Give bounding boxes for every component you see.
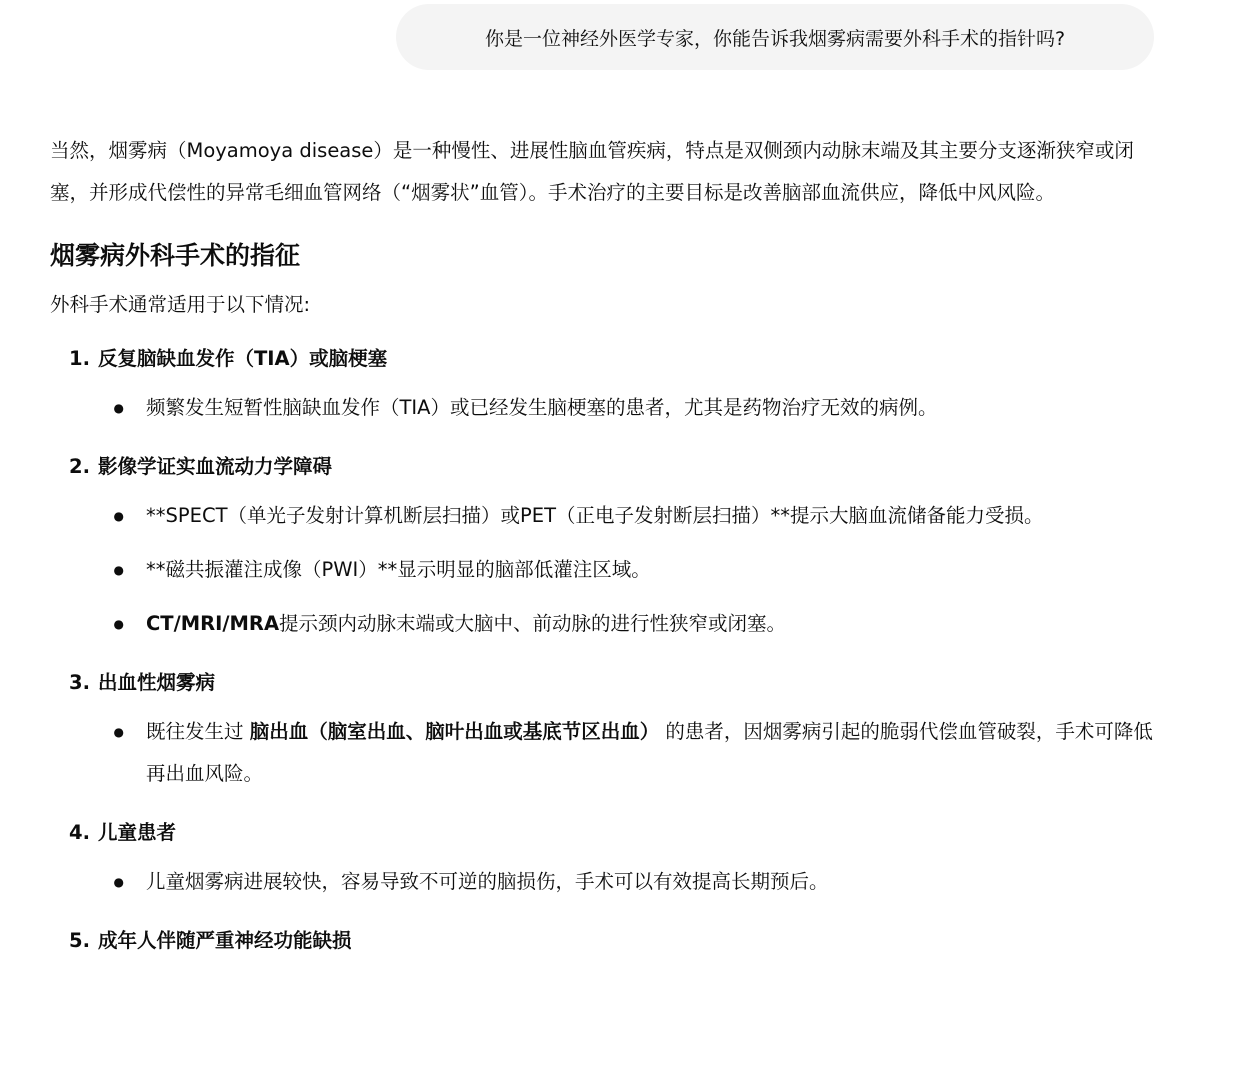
section-lead: 外科手术通常适用于以下情况: xyxy=(50,293,311,316)
sub-list-item xyxy=(50,711,1160,795)
bullet-icon: ● xyxy=(113,401,124,415)
sub-list-item xyxy=(50,387,1160,429)
list-item-heading xyxy=(50,667,1160,699)
sub-text-tail: 的患者，因烟雾病引起的脆弱代偿血管破裂，手术可降低再出血风险。 xyxy=(146,720,1153,785)
list-item xyxy=(50,343,1160,429)
user-message-bubble xyxy=(396,4,1154,70)
sub-text: 儿童烟雾病进展较快，容易导致不可逆的脑损伤，手术可以有效提高长期预后。 xyxy=(146,870,829,893)
sub-list-item xyxy=(50,861,1160,903)
list-item-number: 4. xyxy=(69,821,90,844)
bullet-icon: ● xyxy=(113,563,124,577)
sub-list-item xyxy=(50,549,1160,591)
sub-list-item-text xyxy=(146,861,1156,903)
list-item xyxy=(50,667,1160,795)
sub-list-item-text xyxy=(146,549,1156,591)
list-item-number: 3. xyxy=(69,671,90,694)
sub-text: 提示颈内动脉末端或大脑中、前动脉的进行性狭窄或闭塞。 xyxy=(279,612,787,635)
bullet-icon: ● xyxy=(113,725,124,739)
sub-text: 既往发生过 xyxy=(146,720,250,743)
list-item-heading xyxy=(50,343,1160,375)
list-item-title: 影像学证实血流动力学障碍 xyxy=(98,455,333,478)
sub-text: 频繁发生短暂性脑缺血发作（TIA）或已经发生脑梗塞的患者，尤其是药物治疗无效的病例。 xyxy=(146,396,938,419)
list-item-number: 2. xyxy=(69,455,90,478)
section-title: 烟雾病外科手术的指征 xyxy=(50,241,301,270)
sub-list-item xyxy=(50,495,1160,537)
bullet-icon: ● xyxy=(113,875,124,889)
list-item-title: 儿童患者 xyxy=(98,821,177,844)
list-item-number: 1. xyxy=(69,347,90,370)
indication-list xyxy=(50,343,1160,957)
list-item xyxy=(50,925,1160,957)
sub-list-item-text xyxy=(146,603,1156,645)
sub-list xyxy=(50,495,1160,645)
list-item xyxy=(50,451,1160,645)
list-item-title: 出血性烟雾病 xyxy=(98,671,216,694)
bullet-icon: ● xyxy=(113,509,124,523)
list-item-heading xyxy=(50,925,1160,957)
list-item-title: 反复脑缺血发作（TIA）或脑梗塞 xyxy=(98,347,388,370)
sub-list xyxy=(50,387,1160,429)
sub-list xyxy=(50,711,1160,795)
sub-list-item-text xyxy=(146,387,1156,429)
answer-intro: 当然，烟雾病（Moyamoya disease）是一种慢性、进展性脑血管疾病，特点是双侧颈内动脉末端及其主要分支逐渐狭窄或闭塞，并形成代偿性的异常毛细血管网络（“烟雾状”血管）。手术治疗的主要目标是改善脑部血流供应，降低中风风险。 xyxy=(50,139,1134,204)
sub-list-item xyxy=(50,603,1160,645)
list-item-heading xyxy=(50,451,1160,483)
list-item-number: 5. xyxy=(69,929,90,952)
list-item-title: 成年人伴随严重神经功能缺损 xyxy=(98,929,352,952)
sub-list-item-text xyxy=(146,711,1156,795)
sub-list xyxy=(50,861,1160,903)
sub-bold-text: CT/MRI/MRA xyxy=(146,612,280,635)
user-message-text: 你是一位神经外医学专家，你能告诉我烟雾病需要外科手术的指针吗? xyxy=(484,27,1066,50)
bullet-icon: ● xyxy=(113,617,124,631)
sub-bold-text: 脑出血（脑室出血、脑叶出血或基底节区出血） xyxy=(249,720,660,743)
sub-text: **SPECT（单光子发射计算机断层扫描）或PET（正电子发射断层扫描）**提示大脑血流储备能力受损。 xyxy=(146,504,1044,527)
list-item-heading xyxy=(50,817,1160,849)
assistant-answer xyxy=(50,130,1160,957)
list-item xyxy=(50,817,1160,903)
sub-list-item-text xyxy=(146,495,1156,537)
sub-text: **磁共振灌注成像（PWI）**显示明显的脑部低灌注区域。 xyxy=(146,558,651,581)
